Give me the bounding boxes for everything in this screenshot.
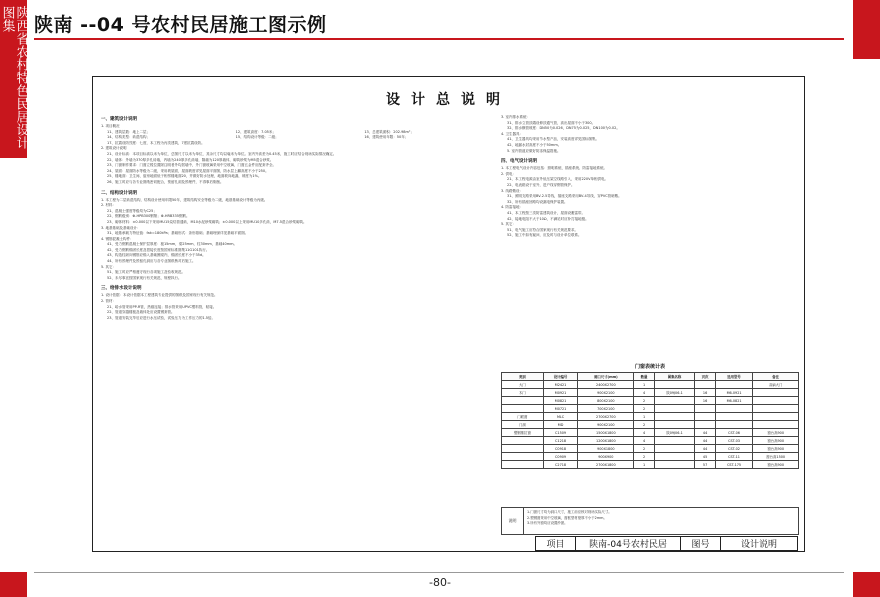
schedule-row <box>502 437 799 445</box>
parameter-item: 15、结构设计等级：二级； <box>235 135 279 140</box>
parameter-item: 14、结构类型：砖混结构； <box>107 135 150 140</box>
schedule-cell <box>753 413 799 421</box>
schedule-cell <box>654 437 695 445</box>
schedule-cell: 900X2100 <box>578 421 634 429</box>
schedule-cell: 44 <box>695 429 715 437</box>
schedule-cell: CST-175 <box>715 461 753 469</box>
schedule-row <box>502 397 799 405</box>
page-number: -80- <box>429 576 451 589</box>
schedule-cell: 57 <box>695 461 715 469</box>
corner-band-top-right <box>853 0 880 59</box>
schedule-header-cell: 选用型号 <box>715 373 753 381</box>
schedule-cell: 900X1800 <box>578 445 634 453</box>
schedule-cell <box>715 413 753 421</box>
schedule-row <box>502 413 799 421</box>
schedule-cell: 陕09J06-1 <box>654 429 695 437</box>
schedule-cell <box>753 405 799 413</box>
parameter-item: 13、总建筑面积：202.98m²； <box>364 129 414 134</box>
left-text-column <box>101 115 493 321</box>
schedule-header-cell: 数量 <box>634 373 654 381</box>
section-heading: 一、建筑设计说明 <box>101 117 137 122</box>
schedule-cell <box>654 461 695 469</box>
title-block-drawing-label: 图号 <box>681 537 721 550</box>
schedule-cell: M6-0821 <box>715 397 753 405</box>
schedule-cell <box>654 421 695 429</box>
schedule-cell: CST-06 <box>715 429 753 437</box>
schedule-cell: M6-0921 <box>715 389 753 397</box>
schedule-cell <box>654 413 695 421</box>
section-heading: 三、给排水设计说明 <box>101 286 142 292</box>
spacer <box>101 281 493 284</box>
schedule-cell: C1218 <box>543 437 578 445</box>
text-line: 2. 材料： <box>101 203 116 208</box>
schedule-cell <box>753 421 799 429</box>
schedule-header-cell: 类别 <box>502 373 544 381</box>
schedule-cell: 44 <box>695 437 715 445</box>
text-line: 51、电气施工应符合国家现行有关规范要求。 <box>507 227 578 232</box>
text-line: 1. 项目概况 <box>101 124 120 128</box>
spacer <box>501 154 799 157</box>
schedule-cell: 2700X2700 <box>578 413 634 421</box>
schedule-header-cell: 洞口尺寸(mm) <box>578 373 634 381</box>
text-line: 1. 本工程为二层砖混结构，结构设计使用年限50年，建筑结构安全等级为二级，地基基础设计等级为丙级。 <box>101 197 268 202</box>
schedule-cell <box>502 397 544 405</box>
remark-line: 2.塑钢窗采用中空玻璃，窗框型材壁厚不小于2mm。 <box>527 515 607 520</box>
text-line: 5. 其它： <box>501 222 516 227</box>
text-line: 17、抗震设防烈度：七度，本工程为丙类建筑，7度抗震设防。 <box>107 140 205 145</box>
text-line: 1. 本工程电气设计内容包括：照明系统、插座系统、防雷接地系统。 <box>501 166 607 171</box>
text-line: 43、构造柱纵向钢筋应锚入基础圈梁内，锚固长度不小于35d。 <box>107 253 206 258</box>
schedule-cell: 900X900 <box>578 453 634 461</box>
text-line: 31、地基承载力特征值：fak=180kPa；基础形式：条形基础；基础埋深详见基础平面图。 <box>107 231 249 236</box>
schedule-cell: M0821 <box>543 397 578 405</box>
text-line: 26、施工时应与各专业图纸密切配合，预留孔洞及预埋件，不得事后剔凿。 <box>107 179 224 184</box>
title-block <box>535 536 798 551</box>
text-line: 21、混凝土强度等级均为C25； <box>107 208 157 213</box>
schedule-row <box>502 445 799 453</box>
text-line: 5. 其它： <box>101 264 116 269</box>
schedule-row <box>502 429 799 437</box>
schedule-cell: 窗台高900 <box>753 445 799 453</box>
schedule-cell: M0921 <box>543 389 578 397</box>
text-line: 42、接地电阻不大于10Ω，不满足时应补打接地极。 <box>507 216 589 221</box>
schedule-cell <box>502 445 544 453</box>
text-line: 31、排水立管顶端设伸顶通气管，高出屋面不小于300。 <box>507 120 596 125</box>
text-line: 23、砌体材料：±0.000以下采用MU15烧结普通砖，M10水泥砂浆砌筑；±0.000以上采用MU10多孔砖，M7.5混合砂浆砌筑。 <box>107 219 307 224</box>
schedule-cell <box>502 453 544 461</box>
schedule-cell: 塑钢推拉窗 <box>502 429 544 437</box>
schedule-cell <box>654 445 695 453</box>
schedule-cell: C2718 <box>543 461 578 469</box>
schedule-cell: 800X2100 <box>578 397 634 405</box>
text-line: 4. 卫生器具： <box>501 131 523 136</box>
text-line: 44、所有预埋件及预留孔洞应与各专业图纸核对后施工。 <box>107 259 196 264</box>
text-line: 23、门窗制作要求：门窗立樘位置除注明者外均居墙中，外门窗玻璃采用中空玻璃，门窗五金件应配套齐全。 <box>107 163 276 168</box>
text-line: 41、本工程按三类防雷建筑设计，屋面设避雷带。 <box>507 210 585 215</box>
schedule-cell: 4 <box>634 437 654 445</box>
schedule-cell: 陕09J06-1 <box>654 389 695 397</box>
schedule-cell: 700X2100 <box>578 405 634 413</box>
schedule-cell: 2 <box>634 405 654 413</box>
schedule-row <box>502 389 799 397</box>
schedule-cell: M0721 <box>543 405 578 413</box>
section-heading: 四、电气设计说明 <box>501 159 537 165</box>
schedule-cell <box>654 405 695 413</box>
remark-line: 3.所有外窗均应设置纱窗。 <box>527 521 568 525</box>
text-line: 3. 室内排水系统： <box>501 115 530 119</box>
title-block-drawing-name: 设计说明 <box>740 540 777 550</box>
schedule-cell: CST-11 <box>715 453 753 461</box>
schedule-cell: 门联窗 <box>502 413 544 421</box>
side-label: 陕西省农村特色民居设计图集 <box>0 6 29 149</box>
text-line: 23、管道安装完毕后应进行水压试验，试验压力为工作压力的1.5倍。 <box>107 315 216 320</box>
text-line: 4. 防雷接地： <box>501 205 523 210</box>
schedule-cell <box>654 381 695 389</box>
schedule-cell <box>695 381 715 389</box>
schedule-cell <box>502 437 544 445</box>
schedule-header-cell: 页次 <box>695 373 715 381</box>
text-line: 2. 建筑设计说明 <box>101 146 127 151</box>
page-title: 陕南 --04 号农村民居施工图示例 <box>34 14 327 36</box>
parameter-item: 12、建筑高度：7.05米； <box>235 129 276 134</box>
schedule-cell: 窗台高900 <box>753 437 799 445</box>
text-line: 25、楼地面：卫生间、厨房地面低于相邻楼地面20，并做好防水处理，地面坡向地漏，坡度为1%。 <box>107 174 262 179</box>
schedule-table <box>501 372 799 469</box>
schedule-cell: C0909 <box>543 453 578 461</box>
schedule-cell <box>715 405 753 413</box>
drawing-sheet <box>92 76 805 552</box>
schedule-row <box>502 461 799 469</box>
schedule-cell <box>502 461 544 469</box>
remarks-label: 说明 <box>502 508 524 534</box>
schedule-cell: 双扇大门 <box>753 381 799 389</box>
text-line: 41、卫生器具均采用节水型产品，安装高度详见国标图集。 <box>507 137 599 142</box>
text-line: 24、屋面：屋面防水等级为二级，采用坡屋面，屋面坡度详见屋面平面图，防水层上翻高度不小于250。 <box>107 168 269 173</box>
text-line: 3. 线路敷设： <box>501 188 523 193</box>
text-line: 4. 钢筋混凝土构件： <box>101 236 134 241</box>
schedule-cell: 44 <box>695 445 715 453</box>
text-line: 32、排水横管坡度：DN50为0.026，DN75为0.025，DN100为0.02。 <box>507 126 620 131</box>
parameter-item: 16、建筑使用年限：50年； <box>364 135 409 140</box>
text-line: 31、照明支路采用BV-2.5导线，插座支路采用BV-4导线，穿PVC管暗敷。 <box>507 194 622 199</box>
schedule-cell <box>753 397 799 405</box>
schedule-cell: 窗台高900 <box>753 461 799 469</box>
side-band <box>0 0 27 158</box>
text-line: 41、受力钢筋混凝土保护层厚度：板15mm，梁25mm，柱30mm，基础40mm。 <box>107 242 238 247</box>
text-line: 51、施工时应严格遵守现行各项施工及验收规范。 <box>107 270 185 275</box>
schedule-cell: MD <box>543 421 578 429</box>
schedule-cell: 2 <box>634 453 654 461</box>
schedule-cell: C0918 <box>543 445 578 453</box>
title-block-project-name: 陕南-04号农村民居 <box>576 537 681 550</box>
schedule-cell: CST-02 <box>715 445 753 453</box>
schedule-row <box>502 453 799 461</box>
text-line: 22、墙体：外墙为370厚多孔砖墙，内墙为240厚多孔砖墙，隔墙为120厚墙体，砌筑砂浆为M5混合砂浆。 <box>107 157 274 162</box>
schedule-cell: 大门 <box>502 381 544 389</box>
text-line: 22、电表箱设于室外，进户线穿钢管保护。 <box>507 182 575 187</box>
schedule-cell: 门洞 <box>502 421 544 429</box>
remarks-box <box>501 507 799 535</box>
schedule-cell: 16 <box>695 397 715 405</box>
schedule-cell: 1200X1800 <box>578 437 634 445</box>
parameter-item: 11、建筑层数：地上二层； <box>107 129 150 134</box>
schedule-caption: 门窗表统计表 <box>634 364 665 370</box>
remarks-text <box>524 508 798 534</box>
schedule-row <box>502 405 799 413</box>
parameter-grid <box>101 130 493 141</box>
schedule-cell: MLC <box>543 413 578 421</box>
text-line: 52、未尽事宜按国家现行有关规范、规程执行。 <box>107 275 182 280</box>
schedule-cell <box>715 421 753 429</box>
schedule-cell: CST-03 <box>715 437 753 445</box>
schedule-cell: 窗台高900 <box>753 429 799 437</box>
schedule-cell: 45 <box>695 453 715 461</box>
schedule-cell <box>654 453 695 461</box>
text-line: 42、受力钢筋锚固长度及搭接长度按国家标准图集11G101执行。 <box>107 247 210 252</box>
text-line: 52、施工中如有疑问，应及时与设计单位联系。 <box>507 233 582 238</box>
text-line: 22、管道穿越楼板及墙体处应设置钢套管。 <box>107 310 175 315</box>
footer-divider <box>34 572 844 573</box>
schedule-cell <box>502 405 544 413</box>
text-line: 22、钢筋级别：Φ-HPB300钢筋；Φ-HRB335钢筋。 <box>107 214 190 219</box>
door-window-schedule <box>501 363 799 469</box>
section-heading: 二、结构设计说明 <box>101 190 137 196</box>
text-line: 1. 设计依据：本设计依据本工程建筑专业提供的图纸及国家现行有关规范。 <box>101 293 218 298</box>
text-line: 21、给水管采用PP-R管，热熔连接；排水管采用UPVC塑料管，粘接。 <box>107 304 217 309</box>
text-line: 2. 供电： <box>501 171 516 176</box>
schedule-cell: 1 <box>634 381 654 389</box>
text-line: 5. 室内管道应做好防冻保温措施。 <box>507 148 561 153</box>
schedule-cell: 4 <box>634 429 654 437</box>
schedule-cell <box>695 413 715 421</box>
schedule-cell: 2700X1800 <box>578 461 634 469</box>
schedule-cell: 2 <box>634 397 654 405</box>
schedule-cell <box>695 405 715 413</box>
schedule-cell: 2 <box>634 445 654 453</box>
remark-line: 1.门窗尺寸均为洞口尺寸，施工前应核对现场实际尺寸。 <box>527 510 612 514</box>
header-divider <box>34 38 844 40</box>
schedule-header-cell: 设计编号 <box>543 373 578 381</box>
text-line: 21、设计标高：本项目标高以米为单位，总图尺寸以米为单位，其余尺寸均以毫米为单位。室内外高差为0.45米，施工时应结合现场实际情况确定。 <box>107 151 337 156</box>
schedule-cell: 900X2100 <box>578 389 634 397</box>
schedule-cell: 2400X2700 <box>578 381 634 389</box>
schedule-cell: 2 <box>634 421 654 429</box>
schedule-header-cell: 备注 <box>753 373 799 381</box>
text-line: 2. 管材： <box>101 299 116 304</box>
schedule-cell: 4 <box>634 389 654 397</box>
schedule-header-cell: 图集名称 <box>654 373 695 381</box>
schedule-cell: C1509 <box>543 429 578 437</box>
schedule-row <box>502 421 799 429</box>
text-line: 32、所有插座回路均设漏电保护装置。 <box>507 199 568 204</box>
sheet-title: 设计总说明 <box>386 92 511 108</box>
text-line: 21、本工程电源由室外低压架空线路引入，采用220V单相供电。 <box>507 177 609 182</box>
schedule-cell <box>654 397 695 405</box>
schedule-cell: 1 <box>634 461 654 469</box>
schedule-cell <box>695 421 715 429</box>
right-text-column <box>501 115 799 239</box>
spacer <box>101 186 493 189</box>
schedule-cell: 1500X1800 <box>578 429 634 437</box>
text-line: 42、地漏水封高度不小于50mm。 <box>507 142 562 147</box>
schedule-cell: 木门 <box>502 389 544 397</box>
schedule-cell: 1 <box>634 413 654 421</box>
schedule-row <box>502 381 799 389</box>
schedule-cell <box>715 381 753 389</box>
schedule-cell: 16 <box>695 389 715 397</box>
schedule-cell: 窗台高1500 <box>753 453 799 461</box>
schedule-cell: M2421 <box>543 381 578 389</box>
title-block-item-label: 项目 <box>536 537 576 550</box>
schedule-cell <box>753 389 799 397</box>
text-line: 3. 地基基础及基础设计： <box>101 225 141 230</box>
